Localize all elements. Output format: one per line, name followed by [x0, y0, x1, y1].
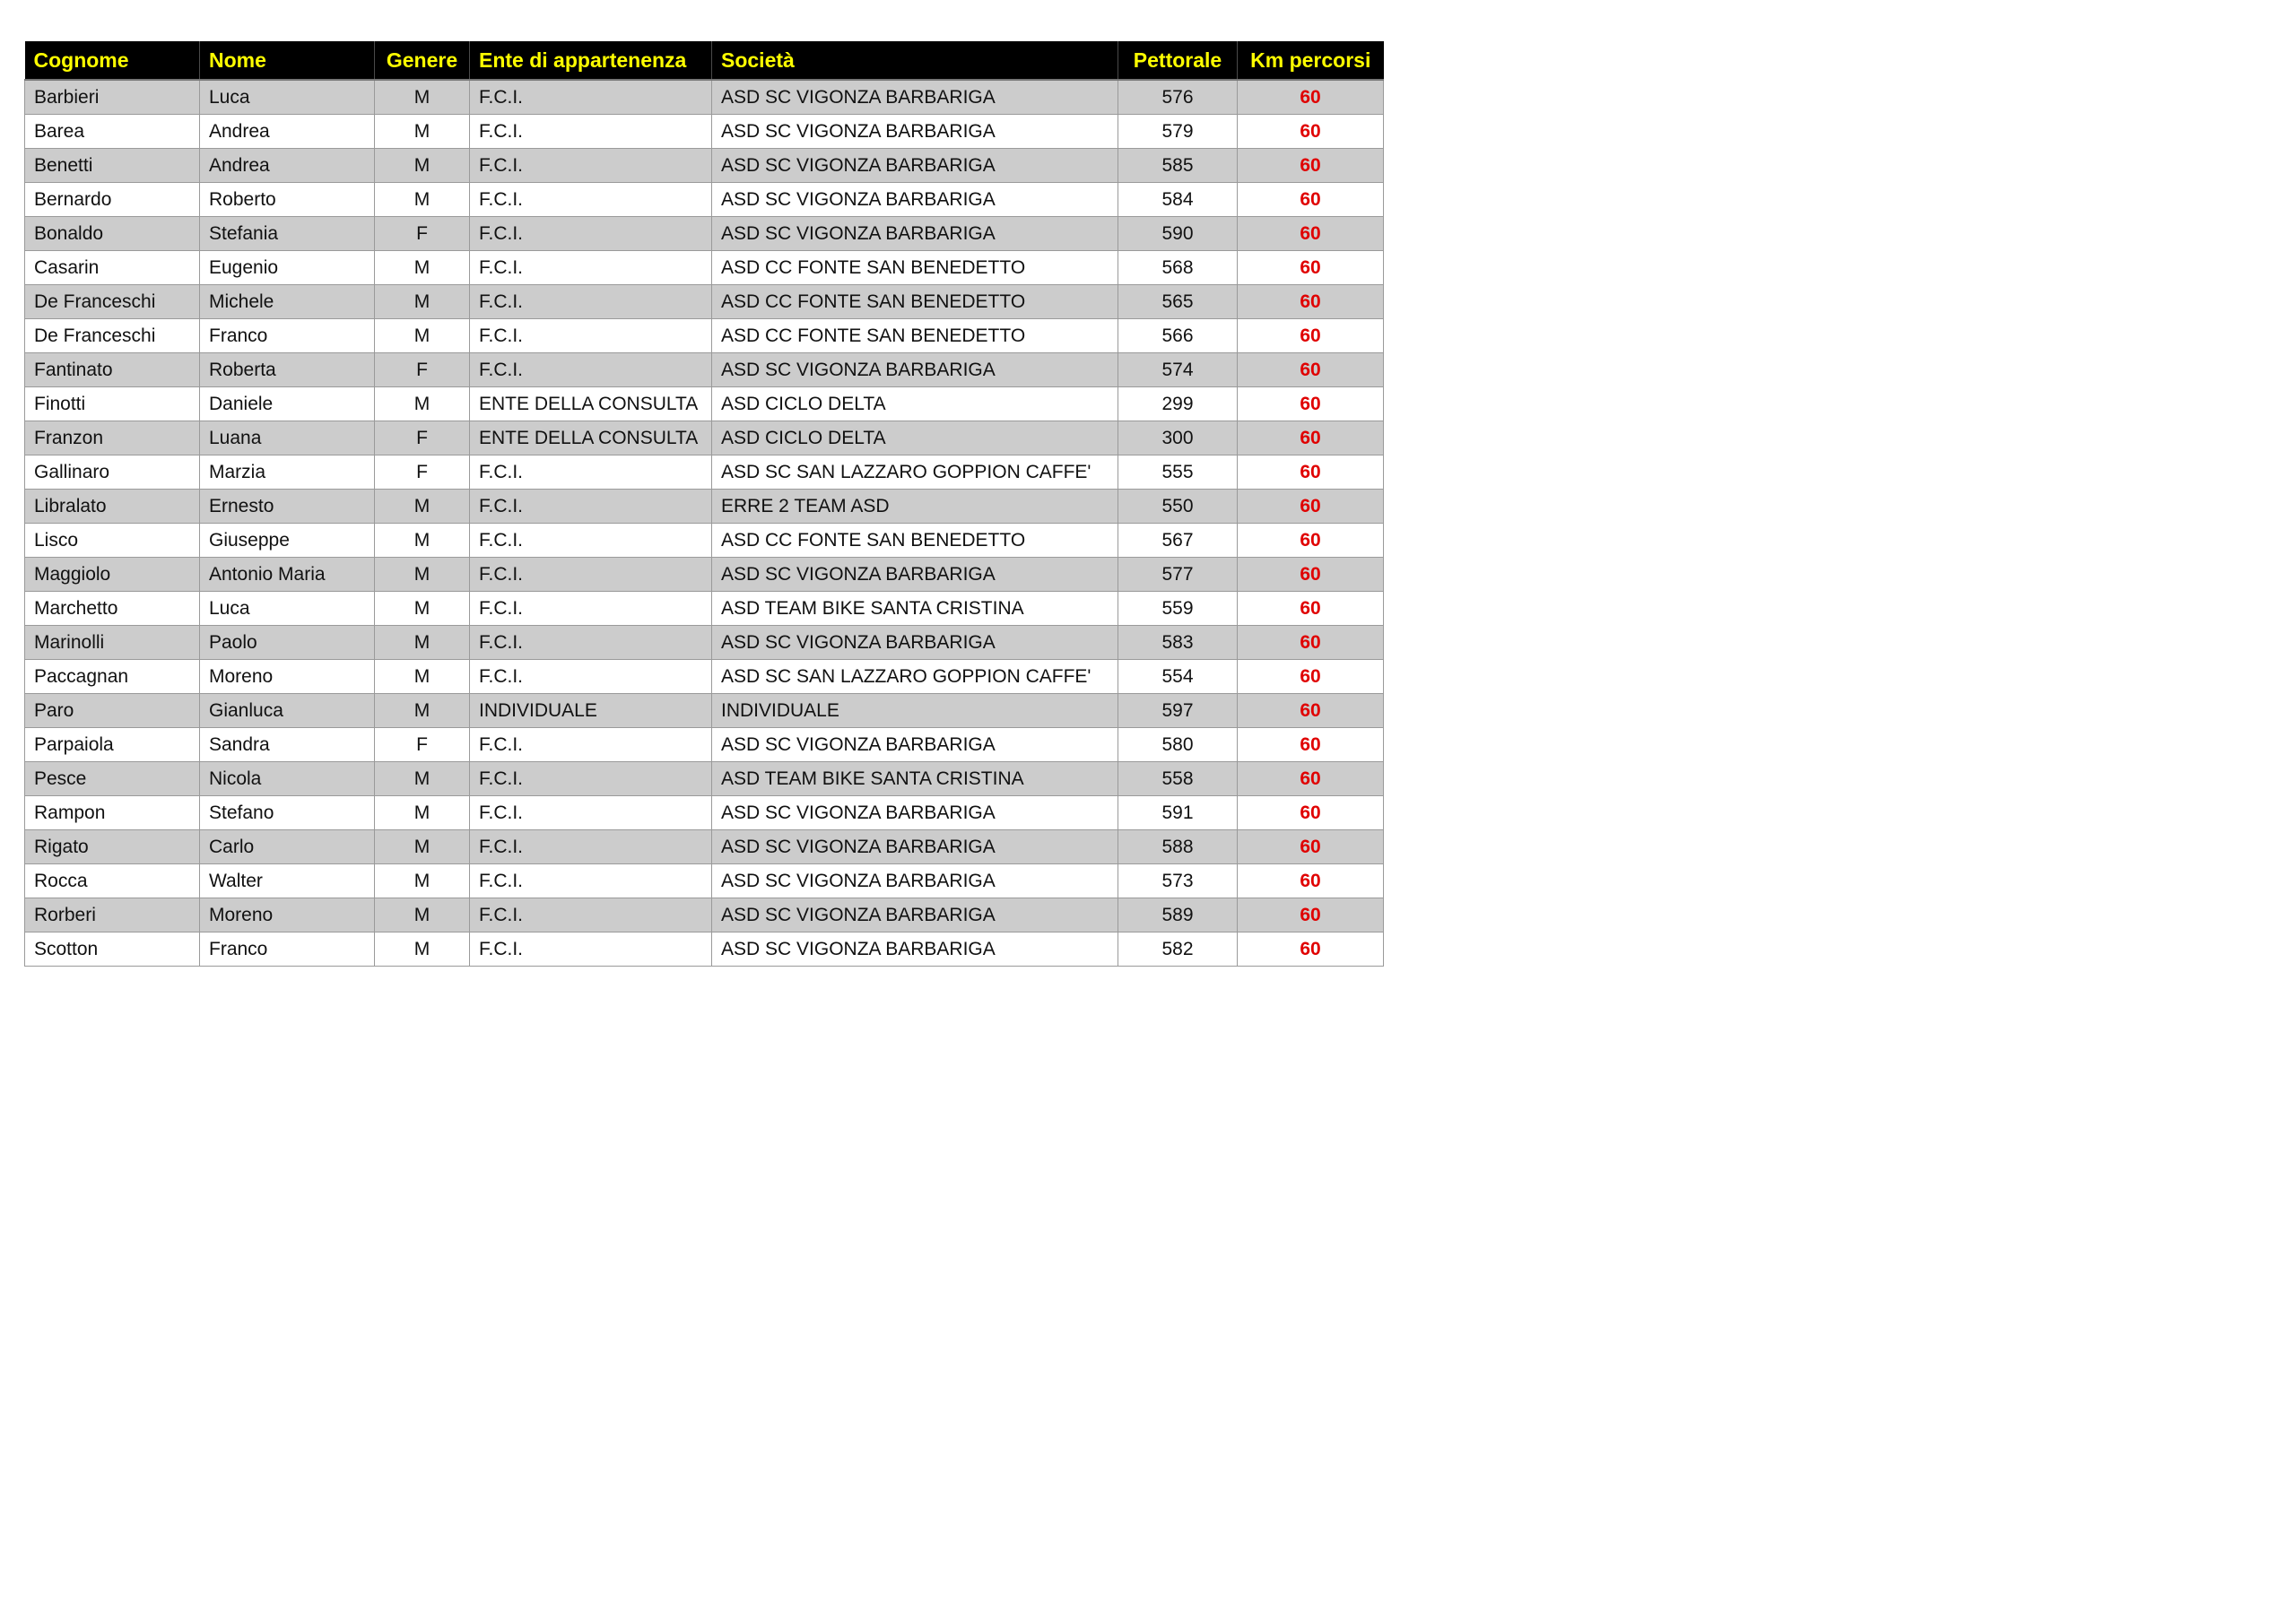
pettorale-cell: 584 — [1118, 183, 1238, 217]
ente-cell: F.C.I. — [470, 217, 712, 251]
km-percorsi-cell: 60 — [1238, 80, 1384, 115]
genere-cell: M — [375, 490, 470, 524]
column-header-societa: Società — [712, 41, 1118, 80]
cognome-cell: Franzon — [25, 421, 200, 455]
pettorale-cell: 582 — [1118, 932, 1238, 967]
table-row — [25, 387, 1384, 421]
column-header-ente: Ente di appartenenza — [470, 41, 712, 80]
km-percorsi-cell: 60 — [1238, 660, 1384, 694]
cognome-cell: De Franceschi — [25, 285, 200, 319]
table-row — [25, 626, 1384, 660]
societa-cell: ASD SC VIGONZA BARBARIGA — [712, 353, 1118, 387]
ente-cell: F.C.I. — [470, 80, 712, 115]
nome-cell: Luca — [200, 80, 375, 115]
pettorale-cell: 580 — [1118, 728, 1238, 762]
table-row — [25, 898, 1384, 932]
genere-cell: F — [375, 353, 470, 387]
genere-cell: M — [375, 558, 470, 592]
genere-cell: M — [375, 898, 470, 932]
pettorale-cell: 585 — [1118, 149, 1238, 183]
nome-cell: Sandra — [200, 728, 375, 762]
table-row — [25, 660, 1384, 694]
pettorale-cell: 591 — [1118, 796, 1238, 830]
nome-cell: Daniele — [200, 387, 375, 421]
ente-cell: F.C.I. — [470, 149, 712, 183]
cognome-cell: Scotton — [25, 932, 200, 967]
km-percorsi-cell: 60 — [1238, 387, 1384, 421]
table-header — [25, 41, 1384, 80]
societa-cell: ASD TEAM BIKE SANTA CRISTINA — [712, 762, 1118, 796]
column-header-km-percorsi: Km percorsi — [1238, 41, 1384, 80]
ente-cell: F.C.I. — [470, 932, 712, 967]
societa-cell: ASD SC VIGONZA BARBARIGA — [712, 864, 1118, 898]
nome-cell: Stefano — [200, 796, 375, 830]
cognome-cell: Paccagnan — [25, 660, 200, 694]
genere-cell: M — [375, 285, 470, 319]
nome-cell: Carlo — [200, 830, 375, 864]
km-percorsi-cell: 60 — [1238, 524, 1384, 558]
km-percorsi-cell: 60 — [1238, 864, 1384, 898]
pettorale-cell: 574 — [1118, 353, 1238, 387]
km-percorsi-cell: 60 — [1238, 932, 1384, 967]
table-row — [25, 592, 1384, 626]
km-percorsi-cell: 60 — [1238, 285, 1384, 319]
ente-cell: F.C.I. — [470, 626, 712, 660]
km-percorsi-cell: 60 — [1238, 115, 1384, 149]
genere-cell: M — [375, 830, 470, 864]
cognome-cell: Fantinato — [25, 353, 200, 387]
km-percorsi-cell: 60 — [1238, 149, 1384, 183]
table-row — [25, 728, 1384, 762]
pettorale-cell: 565 — [1118, 285, 1238, 319]
genere-cell: M — [375, 319, 470, 353]
table-row — [25, 285, 1384, 319]
nome-cell: Luca — [200, 592, 375, 626]
nome-cell: Roberto — [200, 183, 375, 217]
genere-cell: M — [375, 932, 470, 967]
nome-cell: Giuseppe — [200, 524, 375, 558]
cognome-cell: Pesce — [25, 762, 200, 796]
societa-cell: ASD CC FONTE SAN BENEDETTO — [712, 524, 1118, 558]
genere-cell: M — [375, 592, 470, 626]
km-percorsi-cell: 60 — [1238, 626, 1384, 660]
genere-cell: F — [375, 455, 470, 490]
cognome-cell: Paro — [25, 694, 200, 728]
genere-cell: F — [375, 217, 470, 251]
cognome-cell: Bernardo — [25, 183, 200, 217]
ente-cell: F.C.I. — [470, 830, 712, 864]
genere-cell: F — [375, 728, 470, 762]
genere-cell: F — [375, 421, 470, 455]
nome-cell: Franco — [200, 319, 375, 353]
km-percorsi-cell: 60 — [1238, 694, 1384, 728]
column-header-nome: Nome — [200, 41, 375, 80]
ente-cell: F.C.I. — [470, 592, 712, 626]
km-percorsi-cell: 60 — [1238, 796, 1384, 830]
km-percorsi-cell: 60 — [1238, 558, 1384, 592]
km-percorsi-cell: 60 — [1238, 762, 1384, 796]
societa-cell: ASD SC SAN LAZZARO GOPPION CAFFE' — [712, 660, 1118, 694]
genere-cell: M — [375, 115, 470, 149]
ente-cell: F.C.I. — [470, 762, 712, 796]
pettorale-cell: 558 — [1118, 762, 1238, 796]
pettorale-cell: 559 — [1118, 592, 1238, 626]
ente-cell: F.C.I. — [470, 251, 712, 285]
table-row — [25, 455, 1384, 490]
societa-cell: ASD SC VIGONZA BARBARIGA — [712, 626, 1118, 660]
genere-cell: M — [375, 387, 470, 421]
km-percorsi-cell: 60 — [1238, 830, 1384, 864]
pettorale-cell: 299 — [1118, 387, 1238, 421]
ente-cell: ENTE DELLA CONSULTA — [470, 387, 712, 421]
societa-cell: INDIVIDUALE — [712, 694, 1118, 728]
nome-cell: Marzia — [200, 455, 375, 490]
genere-cell: M — [375, 660, 470, 694]
nome-cell: Moreno — [200, 660, 375, 694]
pettorale-cell: 550 — [1118, 490, 1238, 524]
pettorale-cell: 579 — [1118, 115, 1238, 149]
nome-cell: Moreno — [200, 898, 375, 932]
table-body — [25, 80, 1384, 967]
column-header-pettorale: Pettorale — [1118, 41, 1238, 80]
pettorale-cell: 576 — [1118, 80, 1238, 115]
genere-cell: M — [375, 864, 470, 898]
table-row — [25, 762, 1384, 796]
genere-cell: M — [375, 524, 470, 558]
km-percorsi-cell: 60 — [1238, 251, 1384, 285]
table-row — [25, 694, 1384, 728]
societa-cell: ASD SC VIGONZA BARBARIGA — [712, 932, 1118, 967]
nome-cell: Gianluca — [200, 694, 375, 728]
societa-cell: ASD CICLO DELTA — [712, 421, 1118, 455]
cognome-cell: Bonaldo — [25, 217, 200, 251]
cognome-cell: Barea — [25, 115, 200, 149]
societa-cell: ASD SC VIGONZA BARBARIGA — [712, 115, 1118, 149]
ente-cell: F.C.I. — [470, 660, 712, 694]
km-percorsi-cell: 60 — [1238, 319, 1384, 353]
nome-cell: Paolo — [200, 626, 375, 660]
cognome-cell: Rocca — [25, 864, 200, 898]
cognome-cell: Lisco — [25, 524, 200, 558]
km-percorsi-cell: 60 — [1238, 728, 1384, 762]
pettorale-cell: 568 — [1118, 251, 1238, 285]
societa-cell: ASD CICLO DELTA — [712, 387, 1118, 421]
pettorale-cell: 554 — [1118, 660, 1238, 694]
cognome-cell: Barbieri — [25, 80, 200, 115]
cognome-cell: Rorberi — [25, 898, 200, 932]
results-table — [24, 41, 1384, 967]
pettorale-cell: 577 — [1118, 558, 1238, 592]
pettorale-cell: 583 — [1118, 626, 1238, 660]
nome-cell: Michele — [200, 285, 375, 319]
pettorale-cell: 567 — [1118, 524, 1238, 558]
genere-cell: M — [375, 694, 470, 728]
pettorale-cell: 589 — [1118, 898, 1238, 932]
societa-cell: ASD SC VIGONZA BARBARIGA — [712, 558, 1118, 592]
cognome-cell: Libralato — [25, 490, 200, 524]
ente-cell: F.C.I. — [470, 898, 712, 932]
societa-cell: ASD SC VIGONZA BARBARIGA — [712, 217, 1118, 251]
genere-cell: M — [375, 183, 470, 217]
genere-cell: M — [375, 251, 470, 285]
nome-cell: Ernesto — [200, 490, 375, 524]
table-row — [25, 183, 1384, 217]
ente-cell: INDIVIDUALE — [470, 694, 712, 728]
genere-cell: M — [375, 80, 470, 115]
societa-cell: ASD SC VIGONZA BARBARIGA — [712, 898, 1118, 932]
cognome-cell: Maggiolo — [25, 558, 200, 592]
km-percorsi-cell: 60 — [1238, 217, 1384, 251]
km-percorsi-cell: 60 — [1238, 490, 1384, 524]
societa-cell: ASD SC VIGONZA BARBARIGA — [712, 830, 1118, 864]
nome-cell: Andrea — [200, 115, 375, 149]
ente-cell: F.C.I. — [470, 796, 712, 830]
societa-cell: ASD CC FONTE SAN BENEDETTO — [712, 251, 1118, 285]
nome-cell: Luana — [200, 421, 375, 455]
pettorale-cell: 588 — [1118, 830, 1238, 864]
pettorale-cell: 555 — [1118, 455, 1238, 490]
cognome-cell: Finotti — [25, 387, 200, 421]
ente-cell: F.C.I. — [470, 558, 712, 592]
nome-cell: Eugenio — [200, 251, 375, 285]
table-row — [25, 149, 1384, 183]
cognome-cell: Rampon — [25, 796, 200, 830]
societa-cell: ASD CC FONTE SAN BENEDETTO — [712, 285, 1118, 319]
genere-cell: M — [375, 626, 470, 660]
km-percorsi-cell: 60 — [1238, 898, 1384, 932]
cognome-cell: Rigato — [25, 830, 200, 864]
km-percorsi-cell: 60 — [1238, 353, 1384, 387]
table-row — [25, 421, 1384, 455]
genere-cell: M — [375, 149, 470, 183]
societa-cell: ASD SC VIGONZA BARBARIGA — [712, 149, 1118, 183]
ente-cell: F.C.I. — [470, 524, 712, 558]
table-row — [25, 796, 1384, 830]
societa-cell: ASD TEAM BIKE SANTA CRISTINA — [712, 592, 1118, 626]
genere-cell: M — [375, 796, 470, 830]
nome-cell: Andrea — [200, 149, 375, 183]
header-row — [25, 41, 1384, 80]
societa-cell: ASD CC FONTE SAN BENEDETTO — [712, 319, 1118, 353]
ente-cell: F.C.I. — [470, 455, 712, 490]
pettorale-cell: 566 — [1118, 319, 1238, 353]
ente-cell: F.C.I. — [470, 285, 712, 319]
pettorale-cell: 300 — [1118, 421, 1238, 455]
table-row — [25, 80, 1384, 115]
societa-cell: ASD SC VIGONZA BARBARIGA — [712, 796, 1118, 830]
ente-cell: F.C.I. — [470, 183, 712, 217]
ente-cell: F.C.I. — [470, 319, 712, 353]
table-row — [25, 353, 1384, 387]
pettorale-cell: 590 — [1118, 217, 1238, 251]
cognome-cell: Marchetto — [25, 592, 200, 626]
cognome-cell: Casarin — [25, 251, 200, 285]
nome-cell: Roberta — [200, 353, 375, 387]
pettorale-cell: 573 — [1118, 864, 1238, 898]
table-row — [25, 251, 1384, 285]
ente-cell: F.C.I. — [470, 353, 712, 387]
table-row — [25, 864, 1384, 898]
genere-cell: M — [375, 762, 470, 796]
ente-cell: F.C.I. — [470, 864, 712, 898]
column-header-genere: Genere — [375, 41, 470, 80]
table-row — [25, 319, 1384, 353]
km-percorsi-cell: 60 — [1238, 455, 1384, 490]
cognome-cell: Parpaiola — [25, 728, 200, 762]
table-row — [25, 524, 1384, 558]
table-row — [25, 830, 1384, 864]
societa-cell: ASD SC SAN LAZZARO GOPPION CAFFE' — [712, 455, 1118, 490]
nome-cell: Walter — [200, 864, 375, 898]
km-percorsi-cell: 60 — [1238, 183, 1384, 217]
societa-cell: ASD SC VIGONZA BARBARIGA — [712, 80, 1118, 115]
ente-cell: F.C.I. — [470, 490, 712, 524]
cognome-cell: Marinolli — [25, 626, 200, 660]
societa-cell: ASD SC VIGONZA BARBARIGA — [712, 183, 1118, 217]
nome-cell: Nicola — [200, 762, 375, 796]
table-row — [25, 490, 1384, 524]
cognome-cell: Gallinaro — [25, 455, 200, 490]
table-row — [25, 558, 1384, 592]
cognome-cell: De Franceschi — [25, 319, 200, 353]
pettorale-cell: 597 — [1118, 694, 1238, 728]
nome-cell: Franco — [200, 932, 375, 967]
km-percorsi-cell: 60 — [1238, 592, 1384, 626]
ente-cell: ENTE DELLA CONSULTA — [470, 421, 712, 455]
nome-cell: Stefania — [200, 217, 375, 251]
societa-cell: ERRE 2 TEAM ASD — [712, 490, 1118, 524]
cognome-cell: Benetti — [25, 149, 200, 183]
ente-cell: F.C.I. — [470, 115, 712, 149]
ente-cell: F.C.I. — [470, 728, 712, 762]
column-header-cognome: Cognome — [25, 41, 200, 80]
nome-cell: Antonio Maria — [200, 558, 375, 592]
table-row — [25, 115, 1384, 149]
km-percorsi-cell: 60 — [1238, 421, 1384, 455]
table-row — [25, 217, 1384, 251]
table-row — [25, 932, 1384, 967]
societa-cell: ASD SC VIGONZA BARBARIGA — [712, 728, 1118, 762]
